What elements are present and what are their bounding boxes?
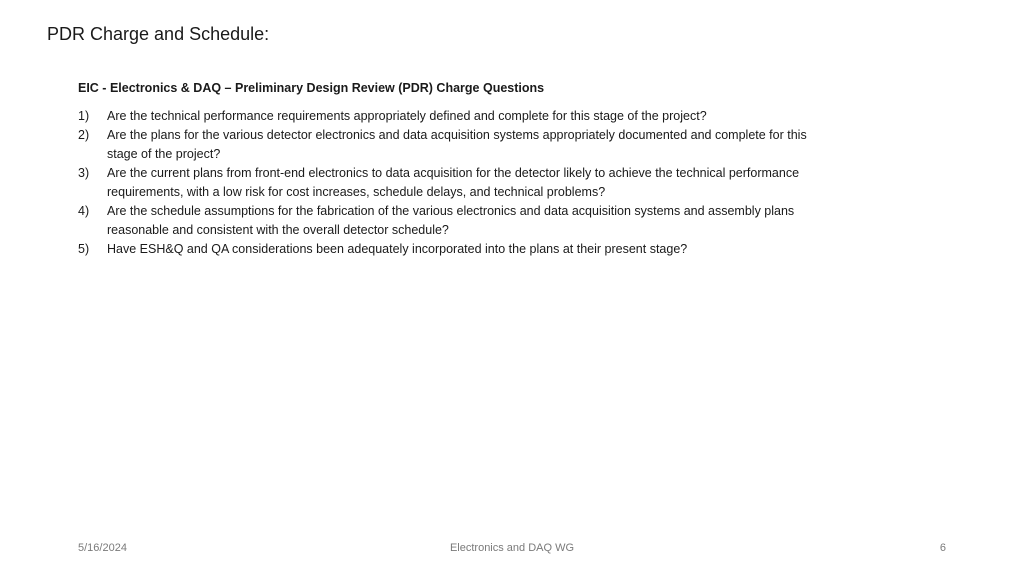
charge-questions-heading: EIC - Electronics & DAQ – Preliminary Design Review (PDR) Charge Questions <box>78 81 545 95</box>
question-text: Are the schedule assumptions for the fabrication of the various electronics and data acquisition systems and assembly plans reasonable and consistent with the overall detector schedule? <box>107 204 795 237</box>
question-item-5 <box>78 240 818 259</box>
footer-group-name: Electronics and DAQ WG <box>449 542 575 554</box>
question-number: 5) <box>78 242 90 256</box>
question-number: 2) <box>78 128 90 142</box>
question-text: Are the current plans from front-end electronics to data acquisition for the detector likely to achieve the technical performance requirements, with a low risk for cost increases, schedule delays, and technical problems? <box>107 166 800 199</box>
question-item-4 <box>78 202 818 240</box>
page-number: 6 <box>939 542 946 554</box>
question-text: Are the plans for the various detector electronics and data acquisition systems appropriately documented and complete for this stage of the project? <box>107 128 807 161</box>
question-number: 3) <box>78 166 90 180</box>
question-item-2 <box>78 126 818 164</box>
slide-content <box>78 79 818 259</box>
question-number: 4) <box>78 204 90 218</box>
question-item-3 <box>78 164 818 202</box>
question-text: Have ESH&Q and QA considerations been adequately incorporated into the plans at their present stage? <box>107 242 688 256</box>
question-number: 1) <box>78 109 90 123</box>
footer-date: 5/16/2024 <box>78 542 127 554</box>
question-item-1 <box>78 107 818 126</box>
question-text: Are the technical performance requirements appropriately defined and complete for this stage of the project? <box>107 109 707 123</box>
charge-questions-list <box>78 107 818 259</box>
slide-title: PDR Charge and Schedule: <box>47 24 270 44</box>
